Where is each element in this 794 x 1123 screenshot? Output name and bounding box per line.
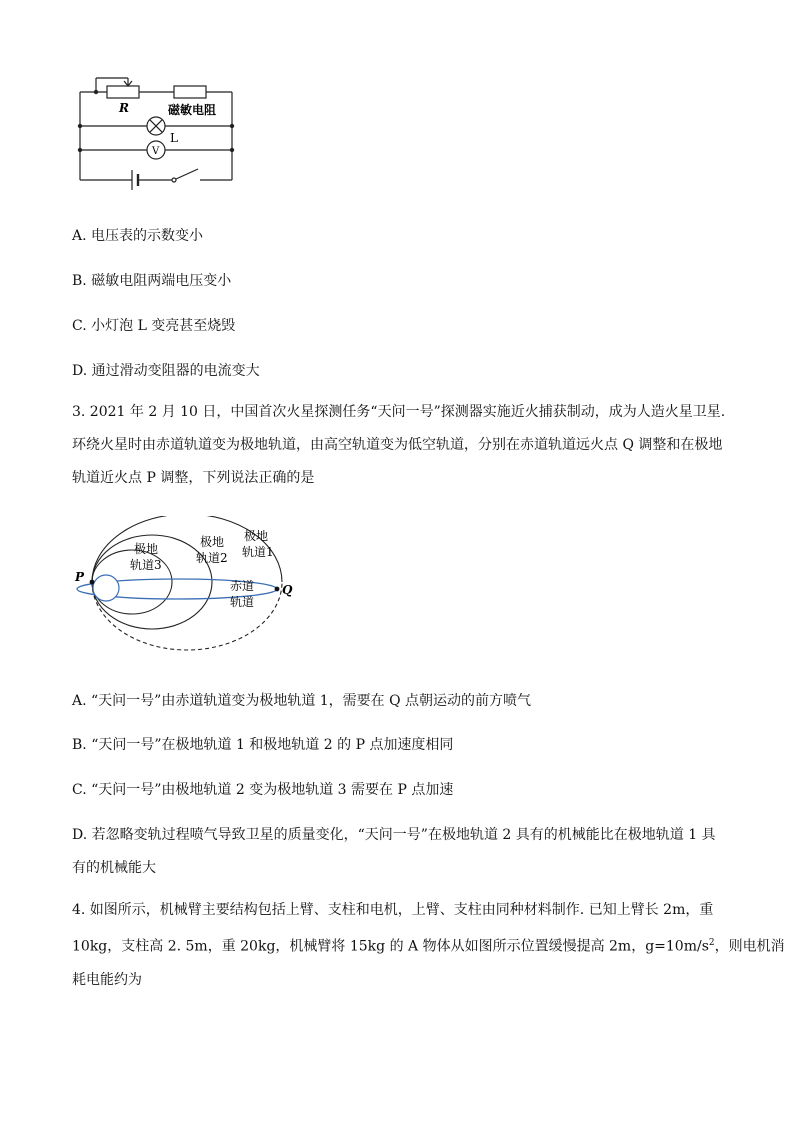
q4-stem-line: 4. 如图所示，机械臂主要结构包括上臂、支柱和电机，上臂、支柱由同种材料制作. 已知上臂长 2m，重 bbox=[72, 902, 714, 918]
label-q: Q bbox=[282, 583, 293, 597]
q3-option-a: A. “天问一号”由赤道轨道变为极地轨道 1，需要在 Q 点朝运动的前方喷气 bbox=[72, 693, 532, 709]
label-orbit1-b: 轨道1 bbox=[242, 545, 274, 559]
q4-line2-exponent: 2 bbox=[708, 938, 715, 948]
q4-stem-line: 耗电能约为 bbox=[72, 971, 142, 988]
q4-line2-tail: ，则电机消 bbox=[714, 938, 785, 955]
magnetoresistor bbox=[174, 86, 206, 98]
label-r: R bbox=[119, 101, 129, 115]
switch-lever bbox=[176, 169, 198, 179]
label-orbit3-b: 轨道3 bbox=[130, 558, 162, 572]
q4-line2-text: 10kg，支柱高 2. 5m，重 20kg，机械臂将 15kg 的 A 物体从如图所示位置缓慢提高 2m，g=10m/s bbox=[72, 938, 709, 955]
q3-option-b: B. “天问一号”在极地轨道 1 和极地轨道 2 的 P 点加速度相同 bbox=[72, 737, 454, 753]
rheostat-r bbox=[107, 86, 139, 98]
q4-stem bbox=[72, 894, 785, 997]
q3-stem-line: 3. 2021 年 2 月 10 日，中国首次火星探测任务“天问一号”探测器实施近火捕获制动，成为人造火星卫星. bbox=[72, 404, 726, 420]
q3-stem bbox=[72, 396, 726, 495]
q3-option-d bbox=[72, 819, 722, 885]
switch-pivot bbox=[172, 178, 176, 182]
label-orbit2-a: 极地 bbox=[200, 535, 225, 549]
q3-option-d-line: D. 若忽略变轨过程喷气导致卫星的质量变化，“天问一号”在极地轨道 2 具有的机械能比在极地轨道 1 具 bbox=[72, 827, 716, 843]
point-q bbox=[275, 587, 280, 592]
q2-option-b: B. 磁敏电阻两端电压变小 bbox=[72, 273, 232, 289]
label-magnetoresistor: 磁敏电阻 bbox=[168, 103, 217, 117]
label-equatorial-b: 轨道 bbox=[230, 595, 255, 609]
label-equatorial-a: 赤道 bbox=[230, 579, 255, 593]
label-p: P bbox=[75, 570, 85, 584]
q3-stem-line: 轨道近火点 P 调整，下列说法正确的是 bbox=[72, 470, 315, 486]
q2-option-d: D. 通过滑动变阻器的电流变大 bbox=[72, 363, 260, 379]
mars-planet bbox=[93, 575, 119, 601]
q4-stem-line bbox=[72, 927, 785, 964]
q2-option-c: C. 小灯泡 L 变亮甚至烧毁 bbox=[72, 318, 236, 334]
label-orbit1-a: 极地 bbox=[244, 529, 269, 543]
label-orbit2-b: 轨道2 bbox=[196, 551, 228, 565]
q3-stem-line: 环绕火星时由赤道轨道变为极地轨道，由高空轨道变为低空轨道，分别在赤道轨道远火点 Q 调整和在极地 bbox=[72, 437, 723, 453]
q3-option-c: C. “天问一号”由极地轨道 2 变为极地轨道 3 需要在 P 点加速 bbox=[72, 782, 454, 798]
label-orbit3-a: 极地 bbox=[134, 542, 159, 556]
label-l: L bbox=[170, 131, 178, 145]
q2-option-a: A. 电压表的示数变小 bbox=[72, 228, 204, 244]
orbit-diagram bbox=[72, 516, 302, 656]
circuit-diagram bbox=[72, 72, 242, 190]
q3-option-d-line: 有的机械能大 bbox=[72, 860, 156, 876]
label-v: V bbox=[152, 146, 160, 157]
point-p bbox=[90, 580, 95, 585]
